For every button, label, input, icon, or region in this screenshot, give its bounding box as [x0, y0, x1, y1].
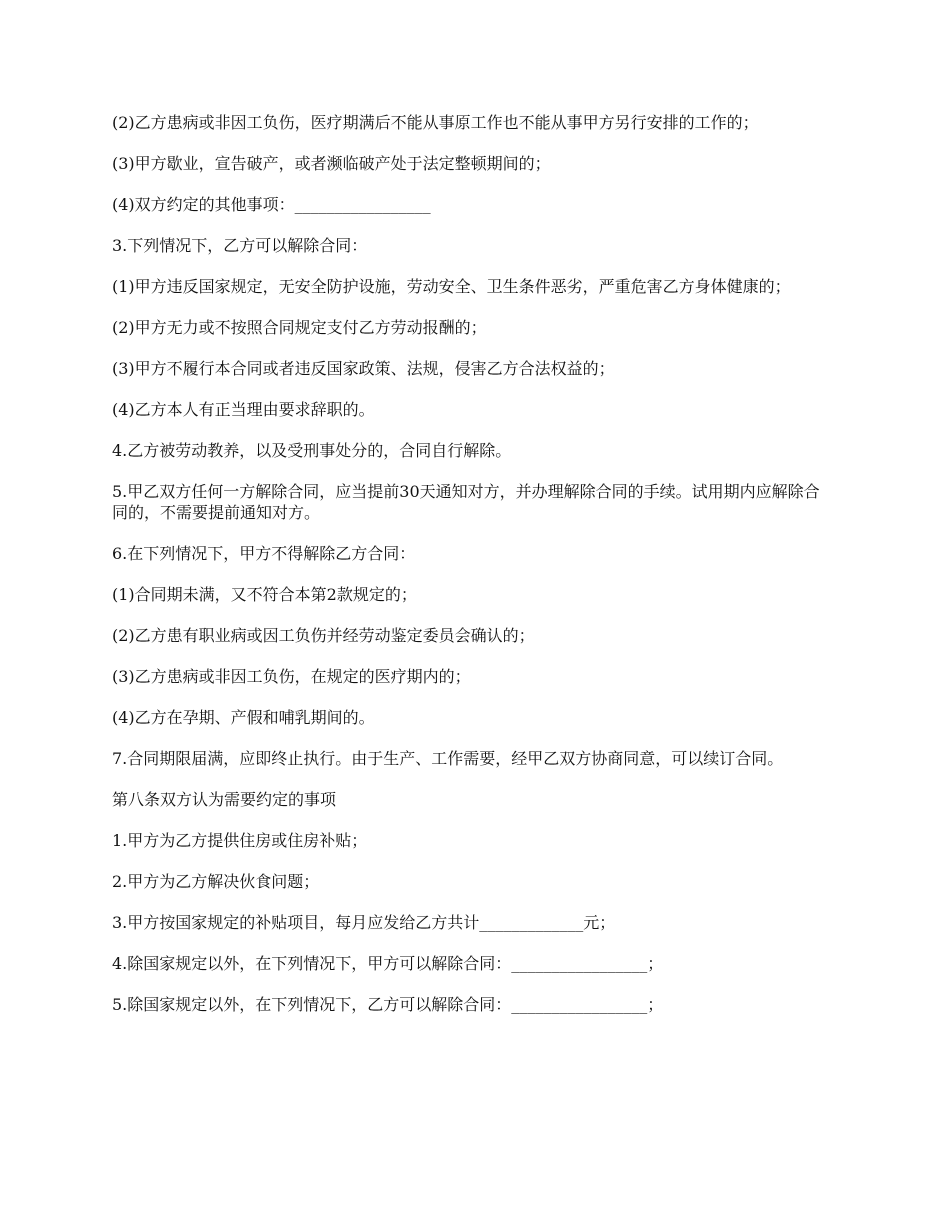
clause-4-pregnancy: (4)乙方在孕期、产假和哺乳期间的。 [112, 708, 375, 727]
item-2-meals: 2.甲方为乙方解决伙食问题； [112, 872, 320, 891]
section-6-heading: 6.在下列情况下，甲方不得解除乙方合同： [112, 544, 416, 563]
clause-2-sick-unable-work: (2)乙方患病或非因工负伤，医疗期满后不能从事原工作也不能从事甲方另行安排的工作的； [112, 113, 759, 132]
section-5-notice-period: 5.甲乙双方任何一方解除合同，应当提前30天通知对方，并办理解除合同的手续。试用期内应解除合同的，不需要提前通知对方。 [112, 482, 820, 522]
clause-1-safety-violation: (1)甲方违反国家规定，无安全防护设施，劳动安全、卫生条件恶劣，严重危害乙方身体健康的； [112, 277, 791, 296]
clause-2-occupational-disease: (2)乙方患有职业病或因工负伤并经劳动鉴定委员会确认的； [112, 626, 535, 645]
item-4-employer-termination: 4.除国家规定以外，在下列情况下，甲方可以解除合同：_________________； [112, 954, 664, 973]
item-1-housing: 1.甲方为乙方提供住房或住房补贴； [112, 831, 368, 850]
clause-2-unpaid-wages: (2)甲方无力或不按照合同规定支付乙方劳动报酬的； [112, 318, 487, 337]
clause-3-bankruptcy: (3)甲方歇业，宣告破产，或者濒临破产处于法定整顿期间的； [112, 154, 551, 173]
clause-3-breach-of-contract: (3)甲方不履行本合同或者违反国家政策、法规，侵害乙方合法权益的； [112, 359, 615, 378]
clause-4-resignation: (4)乙方本人有正当理由要求辞职的。 [112, 400, 375, 419]
section-3-heading: 3.下列情况下，乙方可以解除合同： [112, 236, 368, 255]
item-5-employee-termination: 5.除国家规定以外，在下列情况下，乙方可以解除合同：_________________； [112, 995, 664, 1014]
section-7-expiration: 7.合同期限届满，应即终止执行。由于生产、工作需要，经甲乙双方协商同意，可以续订合同。 [112, 749, 784, 768]
document-page [112, 112, 832, 1035]
clause-1-term-not-expired: (1)合同期未满，又不符合本第2款规定的； [112, 585, 417, 604]
item-3-subsidy: 3.甲方按国家规定的补贴项目，每月应发给乙方共计_____________元； [112, 913, 616, 932]
clause-3-medical-period: (3)乙方患病或非因工负伤，在规定的医疗期内的； [112, 667, 471, 686]
section-4-automatic-termination: 4.乙方被劳动教养，以及受刑事处分的，合同自行解除。 [112, 441, 512, 460]
article-8-heading: 第八条双方认为需要约定的事项 [112, 790, 337, 809]
clause-4-other-matters: (4)双方约定的其他事项：_________________ [112, 195, 431, 214]
